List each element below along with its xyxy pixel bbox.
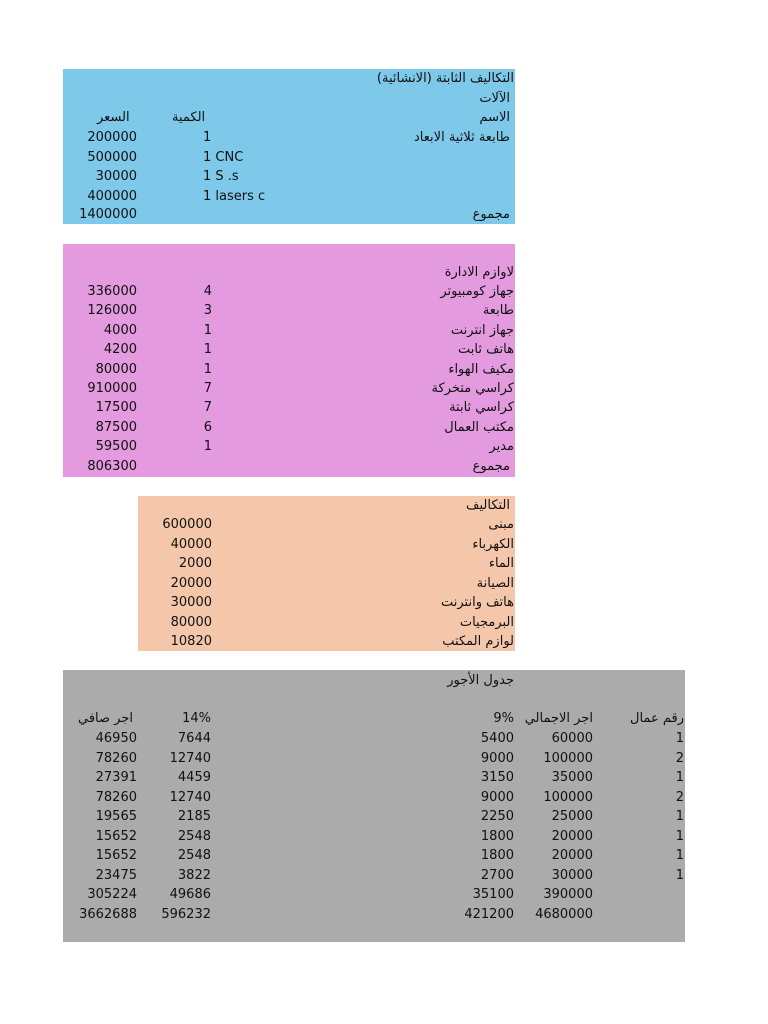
admin-row-qty: 6 [203, 419, 212, 435]
wages-block [63, 670, 685, 942]
fixed-row-price: 30000 [95, 169, 137, 184]
wages-header-net: اجر صافي [77, 711, 133, 726]
costs-row-value: 30000 [170, 595, 212, 610]
admin-row-name: جهاز انترنت [450, 322, 514, 338]
wages-row-pct9: 35100 [472, 887, 514, 902]
admin-row-qty: 4 [203, 284, 212, 299]
fixed-costs-header-qty: الكمية [172, 110, 206, 125]
costs-row-name: البرمجيات [459, 614, 514, 630]
wages-row-net: 15652 [95, 828, 137, 844]
wages-row-pct14: 4459 [177, 770, 211, 785]
admin-row-price: 910000 [87, 381, 137, 396]
costs-row-name: لوازم المكتب [442, 634, 514, 649]
wages-row-pct9: 9000 [480, 750, 514, 766]
admin-supplies-title: لاوازم الادارة [444, 265, 514, 280]
costs-row-value: 2000 [178, 556, 212, 571]
admin-row-price: 87500 [95, 419, 137, 435]
admin-row-name: مكتب العمال [444, 419, 514, 435]
costs-row-name: الصيانة [476, 575, 514, 591]
wages-row-pct9: 1800 [480, 848, 514, 863]
wages-row-workers: 1 [675, 828, 684, 844]
wages-row-gross: 20000 [551, 828, 593, 844]
wages-header-pct9: 9% [493, 711, 514, 726]
wages-title: جدول الأجور [447, 673, 514, 688]
admin-supplies-total-label: مجموع [472, 459, 510, 474]
wages-row-net: 3662688 [79, 906, 137, 922]
wages-row-pct9: 2700 [480, 867, 514, 883]
fixed-row-qty: 1 S .s [203, 169, 239, 184]
fixed-costs-title: التكاليف الثابتة (الانشائية) [376, 71, 514, 86]
costs-row-name: مبنى [488, 517, 514, 532]
costs-row-name: هاتف وانترنت [440, 595, 514, 610]
admin-row-qty: 1 [203, 439, 212, 455]
admin-row-name: مدير [489, 439, 514, 455]
wages-row-pct14: 2548 [177, 848, 211, 863]
costs-row-value: 20000 [170, 575, 212, 591]
admin-supplies-total-value: 806300 [87, 459, 137, 474]
wages-row-pct14: 12740 [169, 750, 211, 766]
wages-row-workers: 1 [675, 867, 684, 883]
fixed-row-price: 200000 [87, 130, 137, 145]
admin-row-price: 17500 [95, 400, 137, 416]
wages-header-gross: اجر الاجمالي [524, 711, 593, 726]
fixed-costs-header-name: الاسم [479, 110, 510, 125]
wages-row-workers: 2 [675, 789, 684, 805]
admin-row-price: 126000 [87, 303, 137, 319]
fixed-row-price: 500000 [87, 149, 137, 165]
admin-row-price: 4200 [103, 342, 137, 358]
admin-row-name: هاتف ثابت [458, 342, 514, 358]
fixed-row-price: 400000 [87, 188, 137, 204]
wages-row-gross: 35000 [551, 770, 593, 785]
wages-row-workers: 1 [675, 731, 684, 746]
wages-row-net: 23475 [95, 867, 137, 883]
wages-row-pct9: 5400 [480, 731, 514, 746]
wages-row-gross: 390000 [543, 887, 593, 902]
fixed-costs-header-price: السعر [97, 110, 130, 125]
fixed-costs-block [63, 69, 515, 224]
admin-row-price: 80000 [95, 361, 137, 377]
wages-row-gross: 100000 [543, 750, 593, 766]
costs-row-name: الماء [488, 556, 514, 571]
costs-block [138, 496, 515, 651]
admin-row-name: كراسي متخركة [431, 381, 514, 396]
wages-row-workers: 1 [675, 809, 684, 824]
admin-row-qty: 1 [203, 322, 212, 338]
wages-row-pct9: 9000 [480, 789, 514, 805]
wages-row-pct14: 7644 [177, 731, 211, 746]
admin-row-name: جهاز كومبيوتر [440, 284, 514, 299]
wages-row-net: 27391 [95, 770, 137, 785]
costs-row-value: 40000 [170, 536, 212, 552]
costs-row-value: 80000 [170, 614, 212, 630]
wages-row-pct9: 421200 [464, 906, 514, 922]
wages-row-net: 78260 [95, 789, 137, 805]
admin-row-name: مكيف الهواء [448, 361, 514, 377]
admin-row-qty: 3 [203, 303, 212, 319]
wages-row-pct14: 3822 [177, 867, 211, 883]
admin-row-qty: 7 [203, 381, 212, 396]
costs-row-name: الكهرباء [472, 536, 514, 552]
fixed-costs-total-value: 1400000 [79, 207, 137, 222]
wages-row-pct14: 12740 [169, 789, 211, 805]
fixed-costs-subtitle: الآلات [479, 91, 510, 106]
wages-row-pct14: 2548 [177, 828, 211, 844]
admin-row-price: 59500 [95, 439, 137, 455]
wages-row-net: 305224 [87, 887, 137, 902]
wages-row-pct14: 596232 [161, 906, 211, 922]
wages-row-gross: 4680000 [535, 906, 593, 922]
wages-row-pct9: 1800 [480, 828, 514, 844]
admin-supplies-block [63, 244, 515, 477]
fixed-row-qty: 1 [203, 130, 212, 145]
wages-header-workers: رقم عمال [630, 711, 684, 726]
wages-row-gross: 20000 [551, 848, 593, 863]
admin-row-price: 4000 [103, 322, 137, 338]
wages-row-workers: 1 [675, 770, 684, 785]
wages-row-gross: 100000 [543, 789, 593, 805]
wages-row-pct14: 2185 [177, 809, 211, 824]
wages-row-pct9: 2250 [480, 809, 514, 824]
costs-row-value: 600000 [162, 517, 212, 532]
wages-row-gross: 60000 [551, 731, 593, 746]
wages-row-net: 78260 [95, 750, 137, 766]
fixed-row-name: طابعة ثلاثية الابعاد [414, 130, 510, 145]
admin-row-name: طابعة [482, 303, 514, 319]
wages-row-pct14: 49686 [169, 887, 211, 902]
fixed-costs-total-label: مجموع [472, 207, 510, 222]
fixed-row-qty: 1 CNC [203, 149, 244, 165]
admin-row-qty: 7 [203, 400, 212, 416]
admin-row-qty: 1 [203, 342, 212, 358]
wages-row-workers: 1 [675, 848, 684, 863]
costs-row-value: 10820 [170, 634, 212, 649]
wages-row-workers: 2 [675, 750, 684, 766]
wages-row-net: 19565 [95, 809, 137, 824]
admin-row-qty: 1 [203, 361, 212, 377]
wages-row-gross: 25000 [551, 809, 593, 824]
wages-row-net: 15652 [95, 848, 137, 863]
admin-row-name: كراسي ثابتة [449, 400, 514, 416]
wages-row-net: 46950 [95, 731, 137, 746]
wages-row-gross: 30000 [551, 867, 593, 883]
fixed-row-qty: 1 lasers c [203, 188, 266, 204]
wages-row-pct9: 3150 [480, 770, 514, 785]
admin-row-price: 336000 [87, 284, 137, 299]
wages-header-pct14: 14% [182, 711, 211, 726]
costs-title: التكاليف [466, 498, 510, 513]
